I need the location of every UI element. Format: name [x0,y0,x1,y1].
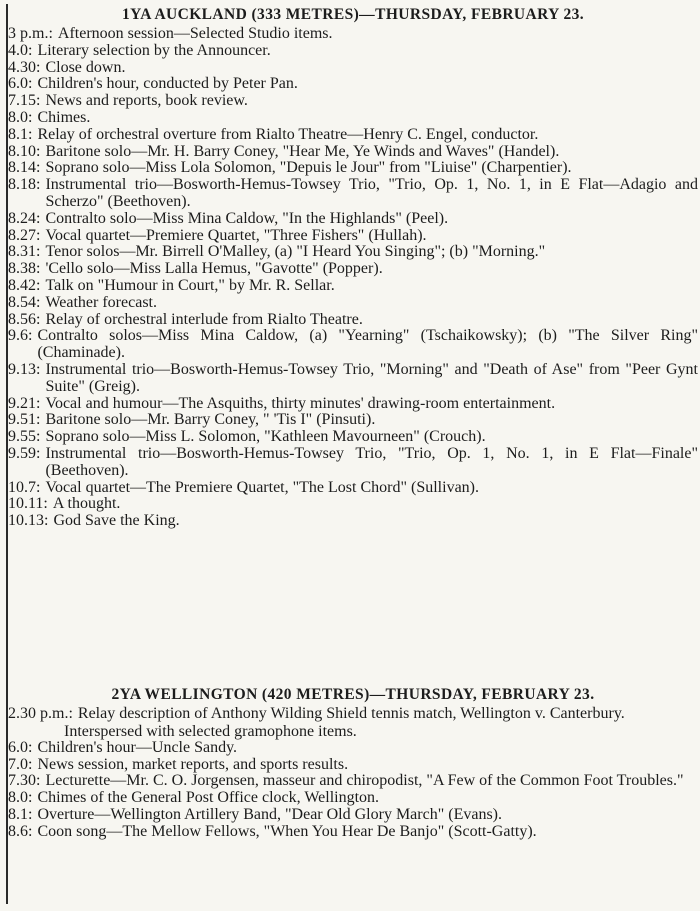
programme-entry [8,740,698,757]
entry-time: 6.0: [8,75,33,93]
entry-description: Baritone solo—Mr. H. Barry Coney, "Hear Me, Ye Winds and Waves" (Handel). [45,142,560,160]
entry-time: 8.14: [8,159,41,177]
programme-entry [8,362,698,396]
entry-time: 8.31: [8,243,41,261]
entry-description: Vocal quartet—The Premiere Quartet, "The Lost Chord" (Sullivan). [45,478,479,496]
programme-entry [8,480,698,497]
programme-entry [8,513,698,530]
entry-description: News and reports, book review. [45,92,248,110]
entry-time: 8.0: [8,789,33,807]
programme-entry [8,278,698,295]
entry-description: Afternoon session—Selected Studio items. [57,25,333,42]
programme-entry [8,412,698,429]
programme-entry [8,790,698,807]
programme-entry [8,312,698,329]
entry-description: Talk on "Humour in Court," by Mr. R. Sellar. [45,276,335,294]
entry-time: 9.51: [8,411,41,429]
entry-description: Soprano solo—Miss L. Solomon, "Kathleen Mavourneen" (Crouch). [45,428,486,446]
entry-description: Literary selection by the Announcer. [37,41,271,59]
entry-time: 9.55: [8,428,41,446]
programme-entry [8,110,698,127]
entry-description: Contralto solo—Miss Mina Caldow, "In the Highlands" (Peel). [45,209,449,227]
entry-description: Close down. [45,58,126,76]
entry-description: Soprano solo—Miss Lola Solomon, "Depuis le Jour" from "Liuise" (Charpentier). [45,159,572,177]
entry-time: 8.18: [8,176,41,194]
entry-description: Vocal quartet—Premiere Quartet, "Three Fishers" (Hullah). [45,226,427,244]
entry-time: 9.21: [8,394,41,412]
programme-entry [8,60,698,77]
programme-entry [8,824,698,841]
entry-time: 10.13: [8,512,49,530]
programme-list [8,706,698,723]
entry-time: 7.15: [8,92,41,110]
entry-time: 6.0: [8,738,33,756]
entry-time: 8.54: [8,293,41,311]
entry-description: Chimes of the General Post Office clock, Wellington. [37,789,380,807]
entry-description: Instrumental trio—Bosworth-Hemus-Towsey Trio, "Trio, Op. 1, No. 1, in E Flat—Finale" (Beethoven). [45,444,698,479]
entry-description: Children's hour, conducted by Peter Pan. [37,75,298,93]
entry-time: 8.42: [8,276,41,294]
entry-time: 4.0: [8,41,33,59]
entry-time: 8.0: [8,108,33,126]
programme-entry [8,228,698,245]
entry-description: Tenor solos—Mr. Birrell O'Malley, (a) "I Heard You Singing"; (b) "Morning." [45,243,546,261]
programme-entry [8,177,698,211]
entry-description: A thought. [52,495,121,513]
entry-description: God Save the King. [53,512,180,530]
programme-entry [8,396,698,413]
programme-entry [8,295,698,312]
entry-time: 8.10: [8,142,41,160]
entry-time: 7.30: [8,772,41,790]
entry-time: 8.38: [8,260,41,278]
entry-description: Coon song—The Mellow Fellows, "When You Hear De Banjo" (Scott-Gatty). [37,822,537,840]
entry-time: 4.30: [8,58,41,76]
entry-time: 8.1: [8,125,33,143]
programme-entry [8,328,698,362]
station-1ya-auckland [8,4,698,530]
entry-description: Relay of orchestral overture from Rialto Theatre—Henry C. Engel, conductor. [37,125,539,143]
programme-list [8,740,698,841]
entry-description: Chimes. [37,108,91,126]
programme-entry [8,757,698,774]
programme-entry [8,93,698,110]
programme-entry [8,244,698,261]
entry-description: Lecturette—Mr. C. O. Jorgensen, masseur and chiropodist, "A Few of the Common Foot Troubles." [45,772,684,790]
programme-entry [8,446,698,480]
programme-note: Interspersed with selected gramophone items. [64,722,357,740]
programme-entry [8,211,698,228]
entry-time: 9.6: [8,327,33,345]
entry-description: News session, market reports, and sports results. [37,755,349,773]
entry-time: 10.11: [8,495,48,513]
programme-entry [8,127,698,144]
programme-entry [8,160,698,177]
entry-time: 2.30 p.m.: [8,705,73,722]
programme-entry [8,773,698,790]
entry-description: Children's hour—Uncle Sandy. [37,738,238,756]
entry-time: 7.0: [8,755,33,773]
programme-entry [8,496,698,513]
station-2ya-wellington [8,684,698,841]
programme-entry [8,706,698,723]
entry-time: 8.24: [8,209,41,227]
programme-entry [8,26,698,43]
programme-entry [8,429,698,446]
entry-time: 8.27: [8,226,41,244]
entry-time: 8.6: [8,822,33,840]
entry-description: Contralto solos—Miss Mina Caldow, (a) "Yearning" (Tschaikowsky); (b) "The Silver Ring" (Chaminade). [37,327,698,362]
entry-description: Weather forecast. [45,293,157,311]
station-heading: 1YA AUCKLAND (333 METRES)—THURSDAY, FEBRUARY 23. [121,6,585,23]
entry-description: Overture—Wellington Artillery Band, "Dear Old Glory March" (Evans). [37,805,502,823]
entry-description: Relay of orchestral interlude from Rialto Theatre. [45,310,363,328]
programme-entry [8,261,698,278]
entry-description: 'Cello solo—Miss Lalla Hemus, "Gavotte" (Popper). [45,260,383,278]
entry-description: Vocal and humour—The Asquiths, thirty minutes' drawing-room entertainment. [45,394,556,412]
entry-time: 9.13: [8,360,41,378]
entry-description: Instrumental trio—Bosworth-Hemus-Towsey Trio, "Morning" and "Death of Ase" from "Peer Gynt Suite" (Greig). [45,360,698,395]
programme-entry [8,144,698,161]
entry-time: 8.1: [8,805,33,823]
station-heading: 2YA WELLINGTON (420 METRES)—THURSDAY, FEBRUARY 23. [111,686,595,703]
entry-description: Baritone solo—Mr. Barry Coney, " 'Tis I" (Pinsuti). [45,411,376,429]
entry-time: 10.7: [8,478,41,496]
programme-entry [8,43,698,60]
entry-description: Instrumental trio—Bosworth-Hemus-Towsey Trio, "Trio, Op. 1, No. 1, in E Flat—Adagio and Scherzo" (Beethoven). [45,176,698,210]
programme-entry [8,76,698,93]
programme-entry [8,807,698,824]
entry-time: 9.59: [8,444,41,462]
programme-list [8,26,698,530]
entry-time: 3 p.m.: [8,25,53,42]
entry-time: 8.56: [8,310,41,328]
entry-description: Relay description of Anthony Wilding Shield tennis match, Wellington v. Canterbury. [77,705,625,722]
